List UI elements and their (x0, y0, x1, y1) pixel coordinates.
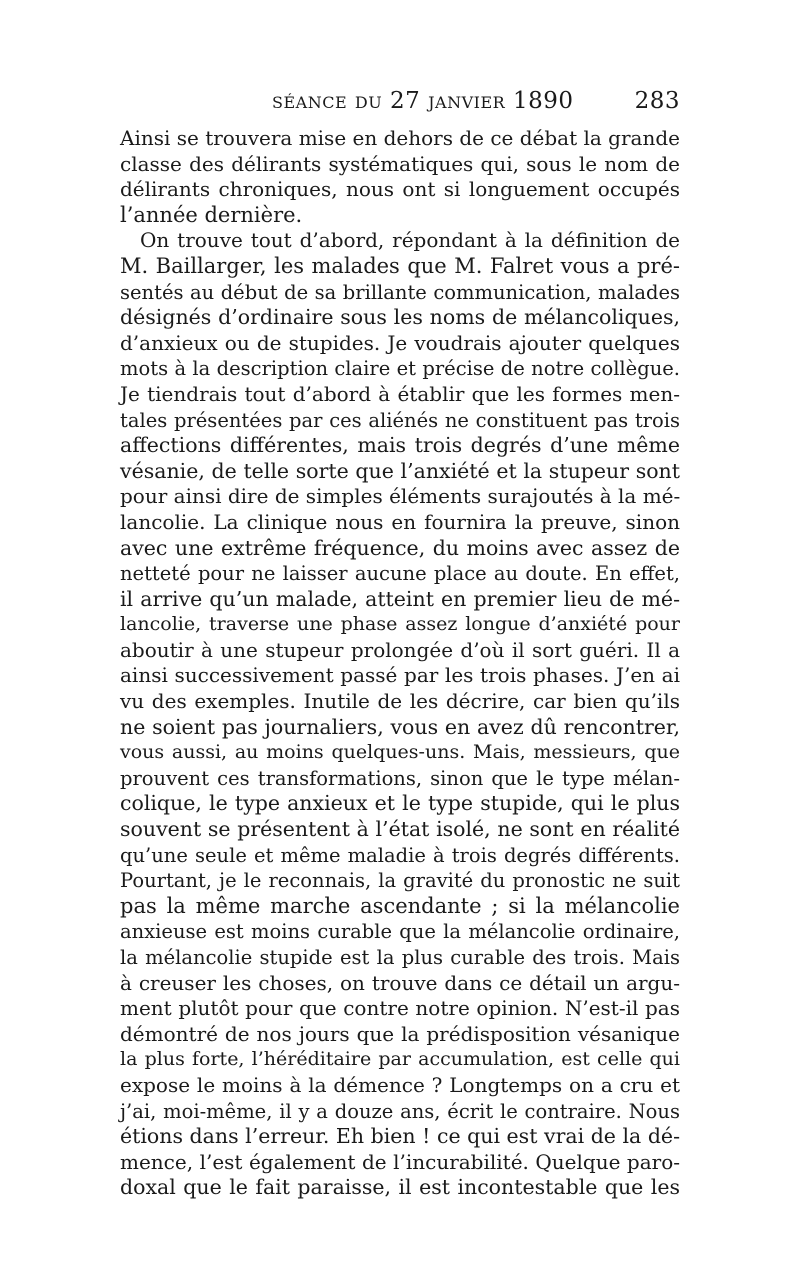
text-line: netteté pour ne laisser aucune place au doute. En effet, (120, 562, 680, 586)
text-line: la mélancolie stupide est la plus curable des trois. Mais (120, 946, 680, 969)
text-line: désignés d’ordinaire sous les noms de mélancoliques, (120, 305, 680, 330)
text-line: l’année dernière. (120, 202, 303, 227)
text-line: avec une extrême fréquence, du moins avec assez de (120, 535, 680, 560)
body-text (120, 126, 680, 1201)
text-line: ne soient pas journaliers, vous en avez dû rencontrer, (120, 714, 680, 739)
text-line: délirants chroniques, nous ont si longuement occupés (120, 177, 680, 202)
text-line: d’anxieux ou de stupides. Je voudrais ajouter quelques (120, 330, 680, 355)
text-line: vous aussi, au moins quelques-uns. Mais, messieurs, que (120, 741, 680, 764)
text-line: Ainsi se trouvera mise en dehors de ce débat la grande (120, 126, 680, 150)
text-line: lancolie. La clinique nous en fournira la preuve, sinon (120, 509, 680, 534)
text-line: affections différentes, mais trois degrés d’une même (120, 433, 680, 458)
running-title: séance du 27 janvier 1890 (272, 88, 574, 114)
text-line: à creuser les choses, on trouve dans ce détail un argu- (120, 970, 680, 995)
text-line: colique, le type anxieux et le type stupide, qui le plus (120, 791, 680, 816)
text-line: démontré de nos jours que la prédisposition vésanique (120, 1021, 680, 1046)
text-line: Pourtant, je le reconnais, la gravité du pronostic ne suit (120, 869, 680, 893)
text-line: expose le moins à la démence ? Longtemps on a cru et (120, 1072, 680, 1097)
running-header (120, 88, 680, 120)
text-line: aboutir à une stupeur prolongée d’où il sort guéri. Il a (120, 637, 680, 662)
text-line: Je tiendrais tout d’abord à établir que les formes men- (120, 381, 680, 406)
text-line: souvent se présentent à l’état isolé, ne sont en réalité (120, 817, 680, 842)
text-line: On trouve tout d’abord, répondant à la définition de (140, 228, 680, 253)
text-line: tales présentées par ces aliénés ne constituent pas trois (120, 408, 680, 432)
text-line: sentés au début de sa brillante communication, malades (120, 280, 680, 304)
text-line: doxal que le fait paraisse, il est incontestable que les (120, 1175, 680, 1200)
text-line: qu’une seule et même maladie à trois degrés différents. (120, 843, 680, 867)
text-line: vu des exemples. Inutile de les décrire, car bien qu’ils (120, 689, 680, 714)
text-line: mots à la description claire et précise de notre collègue. (120, 357, 680, 381)
text-line: ainsi successivement passé par les trois phases. J’en ai (120, 663, 680, 688)
text-line: il arrive qu’un malade, atteint en premier lieu de mé- (120, 586, 680, 611)
text-line: lancolie, traverse une phase assez longue d’anxiété pour (120, 613, 680, 636)
text-line: pas la même marche ascendante ; si la mélancolie (120, 893, 680, 918)
text-line: M. Baillarger, les malades que M. Falret vous a pré- (120, 253, 680, 278)
text-line: étions dans l’erreur. Eh bien ! ce qui est vrai de la dé- (120, 1124, 680, 1149)
text-line: mence, l’est également de l’incurabilité. Quelque paro- (120, 1149, 680, 1174)
text-line: prouvent ces transformations, sinon que le type mélan- (120, 766, 680, 790)
text-line: j’ai, moi-même, il y a douze ans, écrit le contraire. Nous (120, 1099, 680, 1123)
text-line: anxieuse est moins curable que la mélancolie ordinaire, (120, 920, 680, 944)
text-line: la plus forte, l’héréditaire par accumulation, est celle qui (120, 1048, 680, 1071)
page-number: 283 (634, 88, 680, 114)
text-line: vésanie, de telle sorte que l’anxiété et la stupeur sont (120, 458, 680, 483)
text-line: classe des délirants systématiques qui, sous le nom de (120, 151, 680, 176)
text-line: pour ainsi dire de simples éléments surajoutés à la mé- (120, 484, 681, 509)
text-line: ment plutôt pour que contre notre opinion. N’est-il pas (120, 996, 680, 1021)
